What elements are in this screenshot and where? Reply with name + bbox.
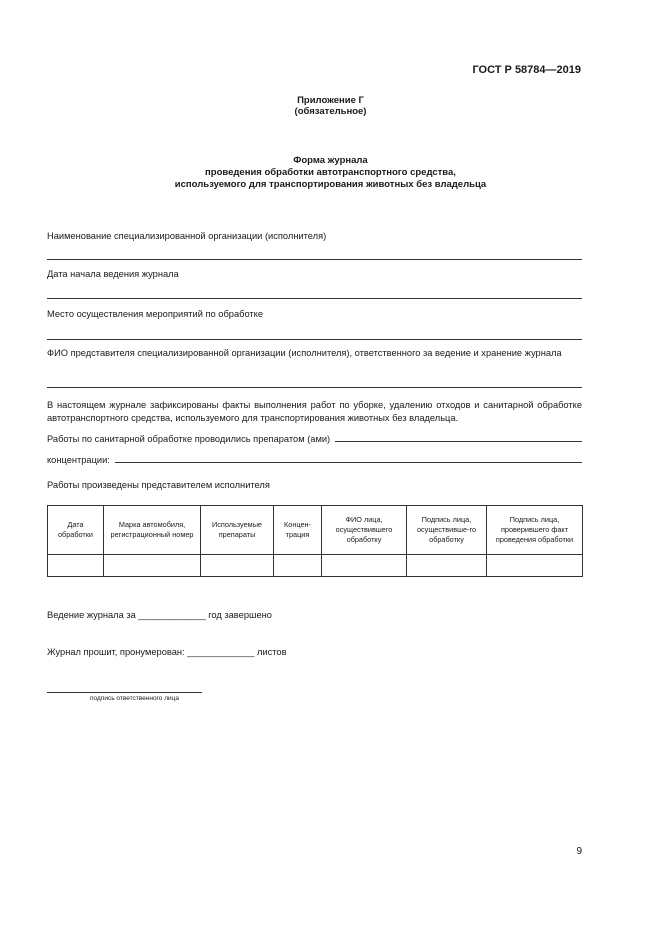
preparations-row — [47, 434, 582, 444]
table-cell — [104, 555, 201, 577]
start-date-line — [47, 298, 582, 299]
table-cell — [48, 555, 104, 577]
representative-line — [47, 387, 582, 388]
place-line — [47, 339, 582, 340]
column-header-operator-signature: Подпись лица, осуществивше-го обработку — [407, 506, 487, 555]
completion-suffix: год завершено — [208, 610, 272, 620]
signature-caption: подпись ответственного лица — [90, 695, 179, 702]
performed-by-label: Работы произведены представителем исполнителя — [47, 480, 270, 490]
table-cell — [322, 555, 407, 577]
form-title-line-3: используемого для транспортирования животных без владельца — [174, 179, 487, 190]
table-cell — [407, 555, 487, 577]
table-cell — [274, 555, 322, 577]
column-header-preparations: Используемые препараты — [201, 506, 274, 555]
standard-number: ГОСТ Р 58784—2019 — [472, 64, 581, 76]
table-cell — [487, 555, 583, 577]
stitched-blank: _____________ — [187, 647, 255, 657]
appendix-status: (обязательное) — [294, 106, 367, 117]
organization-label: Наименование специализированной организации (исполнителя) — [47, 231, 327, 241]
statement-paragraph: В настоящем журнале зафиксированы факты выполнения работ по уборке, удалению отходов и санитарной обработке автотранспортного средства, используемого для транспортирования животных без владельца. — [47, 400, 582, 423]
journal-table — [47, 505, 583, 577]
completion-prefix: Ведение журнала за — [47, 610, 136, 620]
column-header-date: Дата обработки — [48, 506, 104, 555]
concentration-line — [115, 462, 582, 463]
preparations-line — [335, 441, 582, 442]
table-header-row — [48, 506, 583, 555]
table-row — [48, 555, 583, 577]
preparations-label: Работы по санитарной обработке проводились препаратом (ами) — [47, 434, 331, 444]
start-date-label: Дата начала ведения журнала — [47, 269, 179, 279]
place-label: Место осуществления мероприятий по обработке — [47, 309, 264, 319]
completion-blank: _____________ — [138, 610, 206, 620]
stitched-line — [47, 646, 287, 658]
concentration-row — [47, 455, 582, 465]
form-title-line-1: Форма журнала — [293, 155, 368, 166]
page-number: 9 — [576, 846, 582, 857]
column-header-inspector-signature: Подпись лица, проверившего факт проведения обработки — [487, 506, 583, 555]
column-header-concentration: Концен-трация — [274, 506, 322, 555]
stitched-suffix: листов — [257, 647, 287, 657]
column-header-vehicle: Марка автомобиля, регистрационный номер — [104, 506, 201, 555]
appendix-title: Приложение Г — [297, 95, 364, 106]
organization-line — [47, 259, 582, 260]
table-cell — [201, 555, 274, 577]
form-title-line-2: проведения обработки автотранспортного средства, — [205, 167, 456, 178]
signature-line — [47, 692, 202, 693]
representative-label: ФИО представителя специализированной организации (исполнителя), ответственного за ведение и хранение журнала — [47, 348, 562, 358]
stitched-prefix: Журнал прошит, пронумерован: — [47, 647, 185, 657]
completion-line — [47, 609, 272, 621]
concentration-label: концентрации: — [47, 455, 110, 465]
column-header-operator-name: ФИО лица, осуществившего обработку — [322, 506, 407, 555]
